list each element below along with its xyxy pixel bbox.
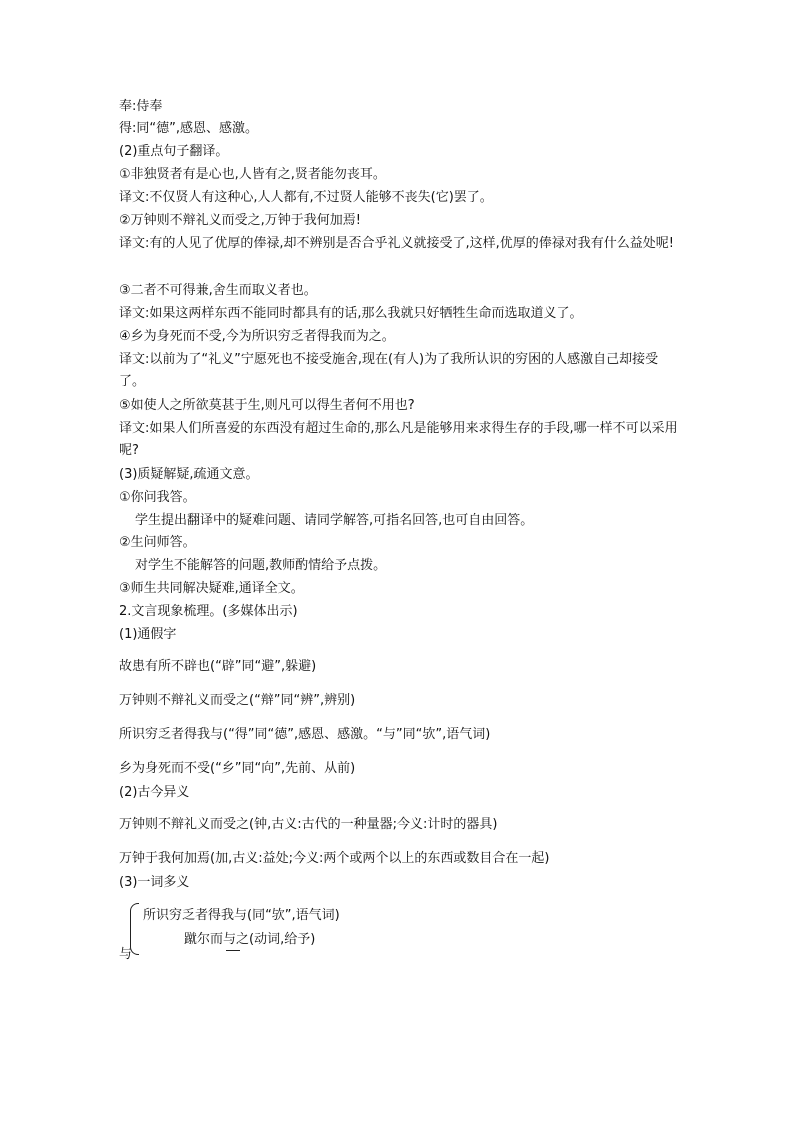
step-detail-2: 对学生不能解答的问题,教师酌情给予点拨。 bbox=[135, 558, 387, 573]
gujin-2: 万钟于我何加焉(加,古义:益处;今义:两个或两个以上的东西或数目合在一起) bbox=[119, 851, 550, 866]
translation-5: 译文:如果人们所喜爱的东西没有超过生命的,那么凡是能够用来求得生存的手段,哪一样不可以采用呢? bbox=[119, 421, 678, 458]
tongjia-2: 万钟则不辩礼义而受之(“辩”同“辨”,辨别) bbox=[119, 693, 356, 708]
sentence-3: ③二者不可得兼,舍生而取义者也。 bbox=[119, 283, 317, 298]
step-detail-1: 学生提出翻译中的疑难问题、请同学解答,可指名回答,也可自由回答。 bbox=[135, 513, 534, 528]
polysemy-word: 与 bbox=[119, 947, 133, 962]
subheading-gujin-yiyi: (2)古今异义 bbox=[119, 785, 190, 800]
step-student-ask-teacher: ②生问师答。 bbox=[119, 535, 196, 550]
tongjia-4: 乡为身死而不受(“乡”同“向”,先前、从前) bbox=[119, 761, 356, 776]
tongjia-3: 所识穷乏者得我与(“得”同“德”,感恩、感激。“与”同“欤”,语气词) bbox=[119, 727, 491, 742]
sentence-2: ②万钟则不辩礼义而受之,万钟于我何加焉! bbox=[119, 213, 361, 228]
step-joint-resolution: ③师生共同解决疑难,通译全文。 bbox=[119, 581, 304, 596]
translation-3: 译文:如果这两样东西不能同时都具有的话,那么我就只好牺牲生命而选取道义了。 bbox=[119, 306, 583, 321]
vocab-de: 得:同“德”,感恩、感激。 bbox=[119, 121, 258, 136]
tongjia-1: 故患有所不辟也(“辟”同“避”,躲避) bbox=[119, 659, 317, 674]
section-heading-phenomena: 2.文言现象梳理。(多媒体出示) bbox=[119, 604, 298, 619]
subheading-yici-duoyi: (3)一词多义 bbox=[119, 875, 190, 890]
vocab-feng: 奉:侍奉 bbox=[119, 99, 163, 114]
gujin-1: 万钟则不辩礼义而受之(钟,古义:古代的一种量器;今义:计时的器具) bbox=[119, 817, 498, 832]
sentence-5: ⑤如使人之所欲莫甚于生,则凡可以得生者何不用也? bbox=[119, 398, 415, 413]
translation-1: 译文:不仅贤人有这种心,人人都有,不过贤人能够不丧失(它)罢了。 bbox=[119, 190, 493, 205]
translation-2: 译文:有的人见了优厚的俸禄,却不辨别是否合乎礼义就接受了,这样,优厚的俸禄对我有什么益处呢! bbox=[119, 236, 674, 251]
polysemy-sense-2: 蹴尔而与之(动词,给予) bbox=[184, 932, 316, 947]
polysemy-sense-1: 所识穷乏者得我与(同“欤”,语气词) bbox=[143, 908, 340, 923]
sentence-4: ④乡为身死而不受,今为所识穷乏者得我而为之。 bbox=[119, 329, 395, 344]
subheading-tongjiazi: (1)通假字 bbox=[119, 627, 177, 642]
step-you-ask-i-answer: ①你问我答。 bbox=[119, 490, 196, 505]
section-heading-clarify: (3)质疑解疑,疏通文意。 bbox=[119, 467, 259, 482]
translation-4: 译文:以前为了“礼义”宁愿死也不接受施舍,现在(有人)为了我所认识的穷困的人感激自己却接受了。 bbox=[119, 352, 659, 389]
sentence-1: ①非独贤者有是心也,人皆有之,贤者能勿丧耳。 bbox=[119, 167, 386, 182]
section-heading-sentence-translation: (2)重点句子翻译。 bbox=[119, 144, 229, 159]
